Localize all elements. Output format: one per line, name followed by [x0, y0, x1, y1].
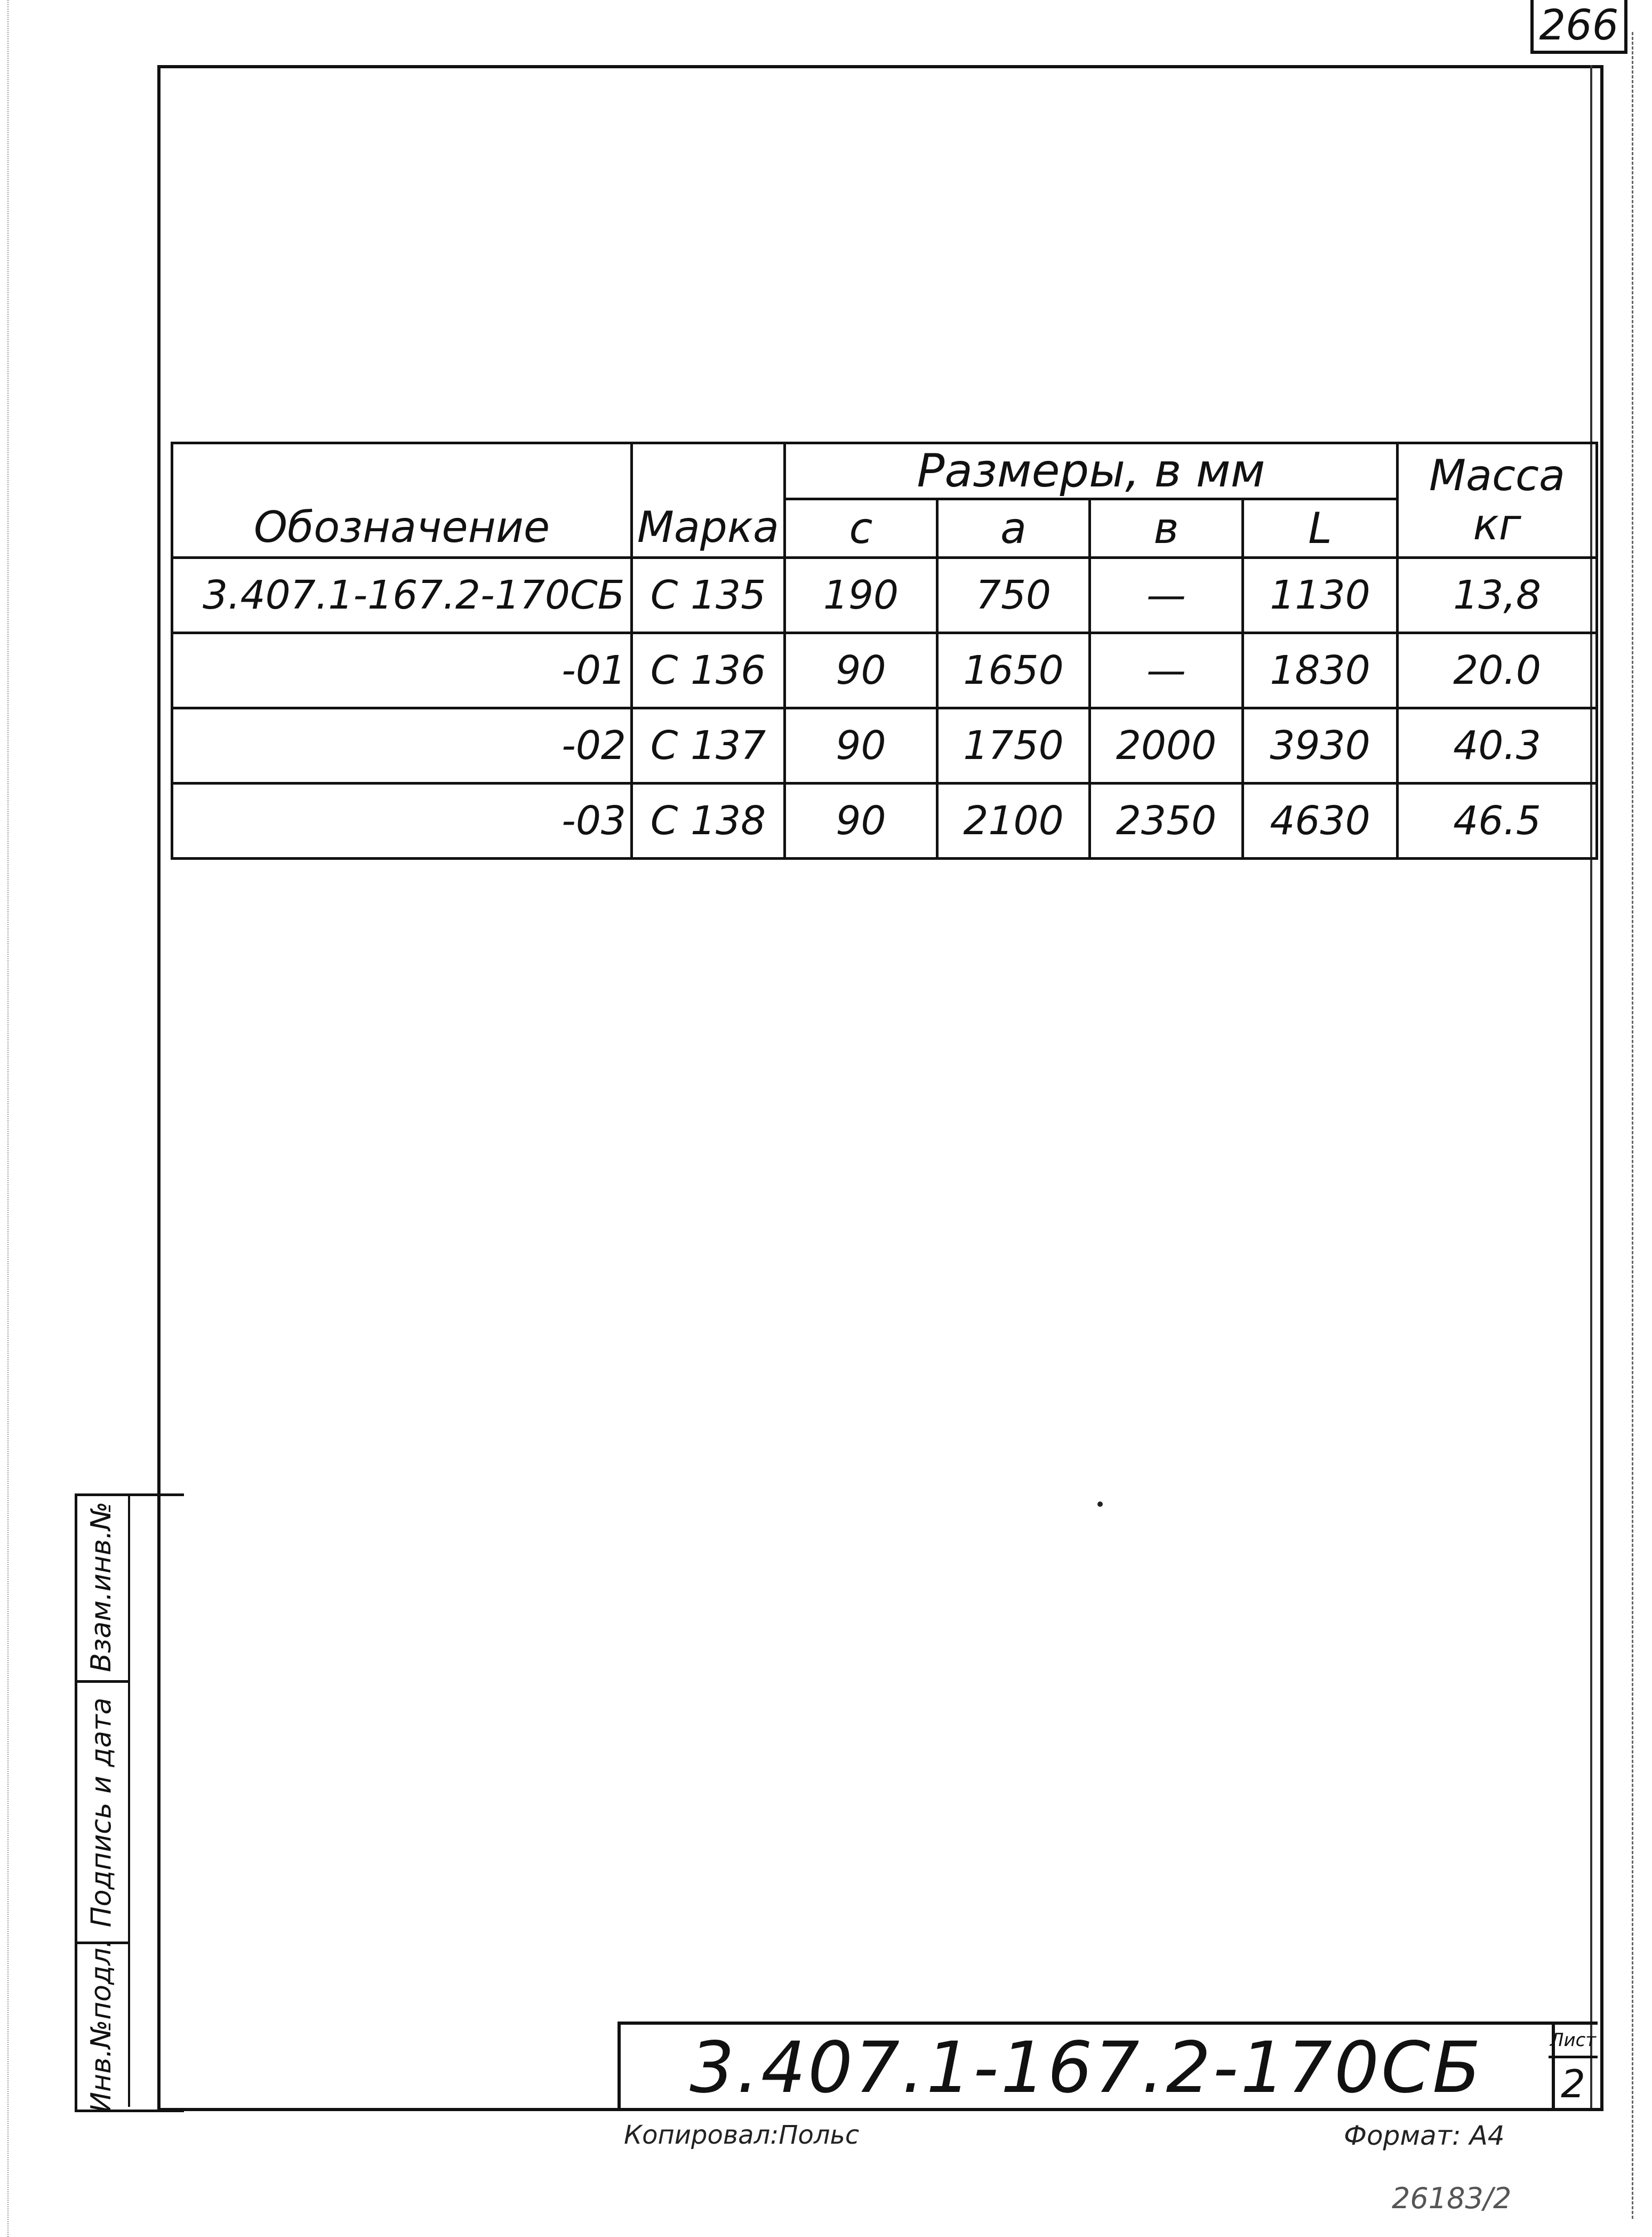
table-row	[172, 784, 1597, 859]
side-label-podpis-data: Подпись и дата	[85, 1697, 118, 1927]
header-mass-line2: кг	[1473, 500, 1521, 549]
page-number: 266	[1530, 0, 1627, 54]
row-L: 4630	[1243, 784, 1398, 859]
scan-speck	[1097, 1501, 1103, 1507]
footer-copied: Копировал:Польс	[624, 2120, 860, 2150]
document-code: 3.407.1-167.2-170СБ	[689, 2027, 1483, 2109]
row-mass: 40.3	[1398, 708, 1597, 784]
row-b: 2350	[1090, 784, 1243, 859]
row-c: 90	[785, 633, 937, 708]
side-cell-podpis-data	[75, 1683, 128, 1944]
row-designation: -02	[172, 708, 632, 784]
header-designation: Обозначение	[172, 443, 632, 558]
footer-note: 26183/2	[1392, 2182, 1512, 2215]
side-label-vzam-inv: Взам.инв.№	[85, 1501, 117, 1672]
header-mass-line1: Масса	[1429, 451, 1566, 500]
footer-format: Формат: А4	[1344, 2120, 1505, 2151]
row-mass: 46.5	[1398, 784, 1597, 859]
row-b: 2000	[1090, 708, 1243, 784]
frame-bottom-line	[157, 2108, 1600, 2111]
row-a: 1650	[937, 633, 1090, 708]
row-b: —	[1090, 633, 1243, 708]
side-cell-inv-podl	[75, 1938, 128, 2113]
row-mass: 20.0	[1398, 633, 1597, 708]
header-col-L: L	[1243, 499, 1398, 558]
row-L: 3930	[1243, 708, 1398, 784]
row-mass: 13,8	[1398, 558, 1597, 633]
row-designation: 3.407.1-167.2-170СБ	[172, 558, 632, 633]
header-col-b: в	[1090, 499, 1243, 558]
scan-edge-left	[7, 0, 9, 2237]
row-a: 2100	[937, 784, 1090, 859]
row-L: 1130	[1243, 558, 1398, 633]
row-L: 1830	[1243, 633, 1398, 708]
row-designation: -03	[172, 784, 632, 859]
scan-edge-right	[1632, 32, 1633, 2219]
row-c: 190	[785, 558, 937, 633]
row-b: —	[1090, 558, 1243, 633]
row-c: 90	[785, 784, 937, 859]
side-label-inv-podl: Инв.№подл.	[85, 1938, 117, 2113]
row-mark: С 136	[632, 633, 785, 708]
frame-inner-line	[1590, 65, 1592, 2108]
row-mark: С 138	[632, 784, 785, 859]
header-col-c: с	[785, 499, 937, 558]
header-dimensions: Размеры, в мм	[785, 443, 1398, 499]
sheet-label: Лист	[1549, 2025, 1598, 2058]
table-row	[172, 558, 1597, 633]
sheet-box	[1549, 2022, 1598, 2111]
row-a: 1750	[937, 708, 1090, 784]
table-row	[172, 633, 1597, 708]
row-mark: С 137	[632, 708, 785, 784]
specification-table	[171, 442, 1598, 860]
header-col-a: а	[937, 499, 1090, 558]
sheet-number: 2	[1561, 2062, 1585, 2106]
row-c: 90	[785, 708, 937, 784]
row-a: 750	[937, 558, 1090, 633]
row-mark: С 135	[632, 558, 785, 633]
header-mark: Марка	[632, 443, 785, 558]
side-cell-vzam-inv	[75, 1493, 128, 1683]
drawing-frame	[157, 65, 1603, 2111]
header-mass	[1398, 443, 1597, 558]
title-block	[618, 2022, 1555, 2111]
row-designation: -01	[172, 633, 632, 708]
table-row	[172, 708, 1597, 784]
